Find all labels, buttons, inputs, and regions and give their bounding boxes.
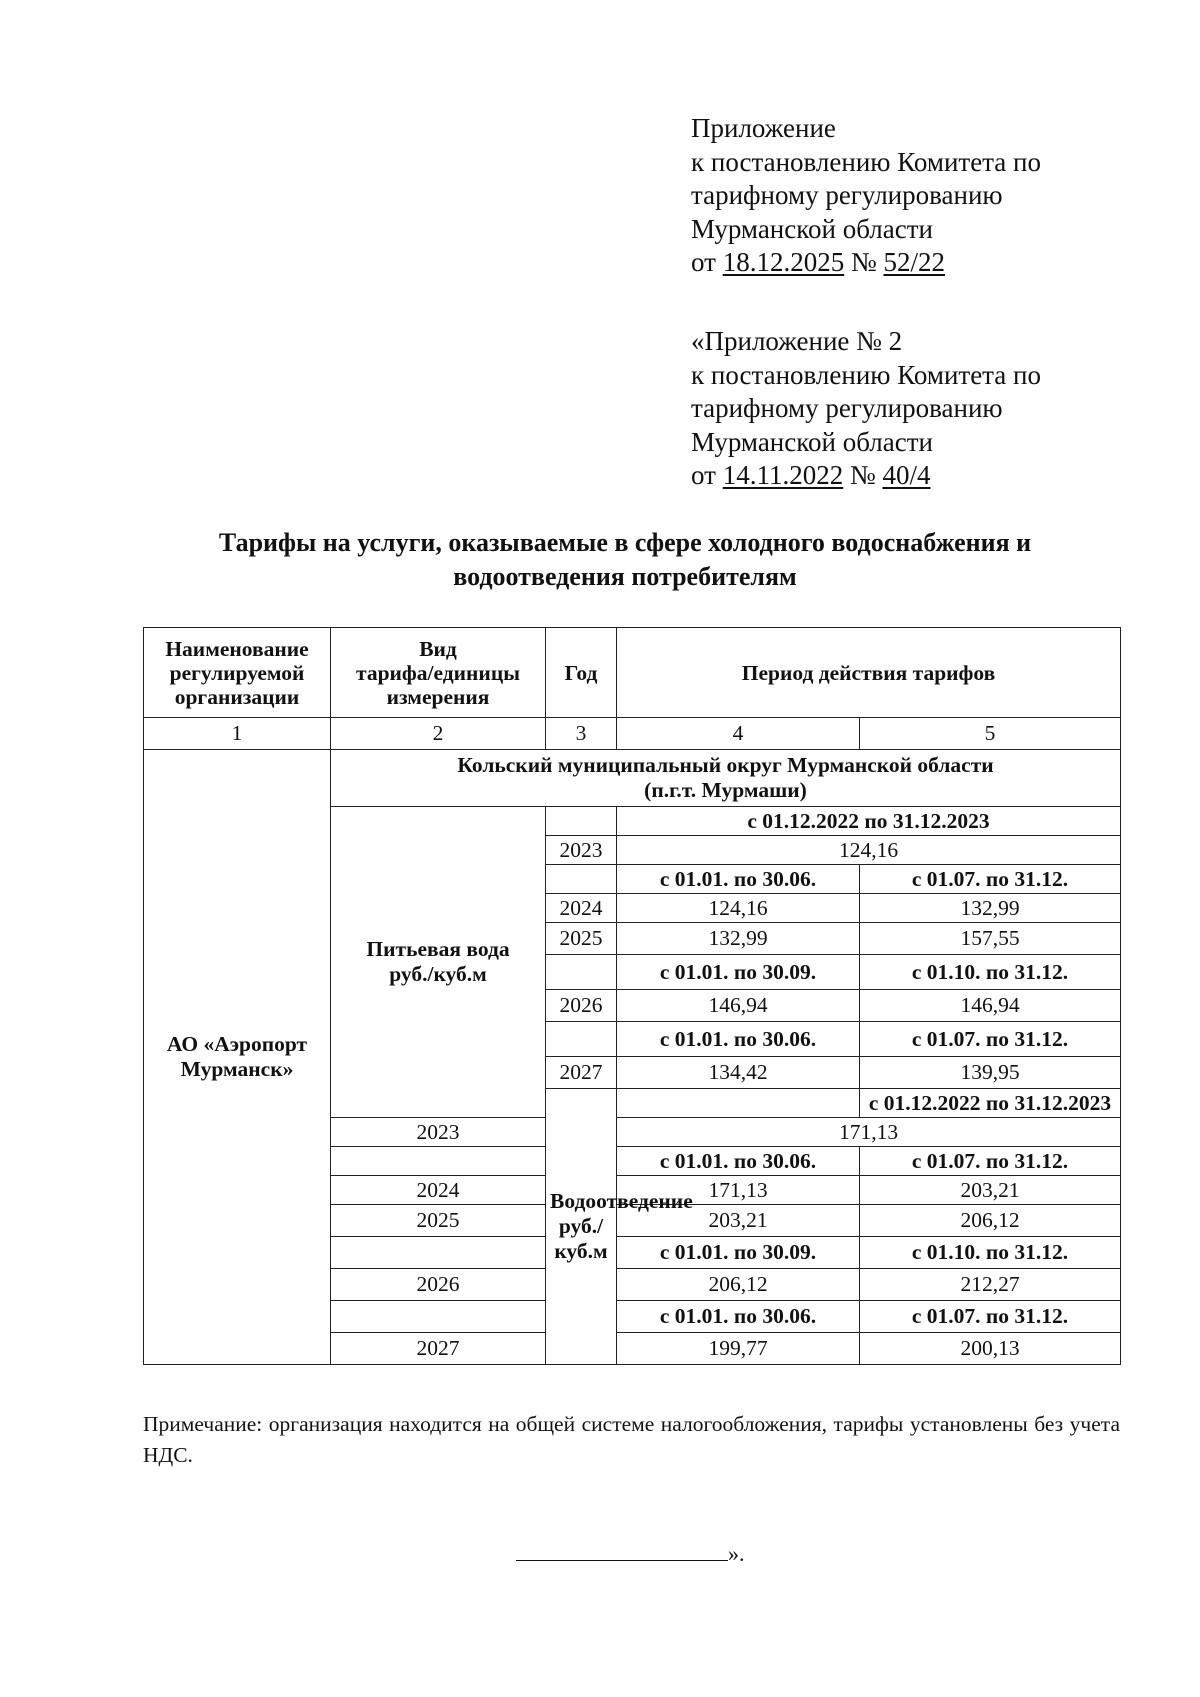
signature-line [516, 1540, 728, 1561]
tariff-table [143, 627, 1121, 1365]
document-title [130, 526, 1120, 594]
tariff-value: 124,16 [617, 836, 1121, 865]
appendix-number: 52/22 [883, 247, 945, 277]
tariff-value: 139,95 [860, 1057, 1121, 1089]
period-label: с 01.07. по 31.12. [860, 1147, 1121, 1176]
table-header-row [144, 628, 1121, 718]
tariff-value: 157,55 [860, 923, 1121, 955]
column-number-row [144, 718, 1121, 750]
column-number: 1 [144, 718, 331, 750]
year-cell [617, 1089, 860, 1118]
year-cell [546, 807, 617, 836]
appendix-line: тарифному регулированию [691, 393, 1003, 423]
appendix-date-line [691, 459, 1161, 493]
organization-name: АО «Аэропорт Мурманск» [144, 750, 331, 1365]
column-number: 4 [617, 718, 860, 750]
year-cell: 2023 [331, 1118, 546, 1147]
year-cell: 2027 [546, 1057, 617, 1089]
year-cell [546, 865, 617, 894]
appendix-original-header [691, 325, 1161, 493]
period-label: с 01.01. по 30.06. [617, 865, 860, 894]
service-wastewater: Водоотведение руб./куб.м [546, 1089, 617, 1365]
number-sign: № [849, 460, 876, 490]
tariff-value: 212,27 [860, 1269, 1121, 1301]
appendix-date: 18.12.2025 [722, 247, 845, 277]
closing-mark [516, 1540, 745, 1567]
number-sign: № [850, 247, 877, 277]
period-label: с 01.07. по 31.12. [860, 865, 1121, 894]
tariff-value: 206,12 [617, 1269, 860, 1301]
year-cell: 2027 [331, 1333, 546, 1365]
appendix-current-header [691, 112, 1161, 280]
year-cell: 2026 [546, 990, 617, 1022]
region-name: Кольский муниципальный округ Мурманской области (п.г.т. Мурмаши) [331, 750, 1121, 807]
period-label: с 01.07. по 31.12. [860, 1022, 1121, 1057]
tariff-value: 134,42 [617, 1057, 860, 1089]
period-label: с 01.01. по 30.09. [617, 955, 860, 990]
appendix-date-line [691, 246, 1161, 280]
tariff-value: 171,13 [617, 1176, 860, 1205]
tariff-value: 146,94 [860, 990, 1121, 1022]
appendix-title: Приложение [691, 113, 836, 143]
header-period: Период действия тарифов [617, 628, 1121, 718]
appendix-line: к постановлению Комитета по [691, 359, 1041, 390]
year-cell: 2026 [331, 1269, 546, 1301]
header-org: Наименование регулируемой организации [144, 628, 331, 718]
period-label: с 01.07. по 31.12. [860, 1301, 1121, 1333]
tariff-value: 199,77 [617, 1333, 860, 1365]
header-year: Год [546, 628, 617, 718]
year-cell [331, 1147, 546, 1176]
tariff-value: 146,94 [617, 990, 860, 1022]
tariff-value: 132,99 [860, 894, 1121, 923]
closing-quote: ». [728, 1541, 745, 1566]
year-cell: 2023 [546, 836, 617, 865]
year-cell [546, 1022, 617, 1057]
year-cell [546, 955, 617, 990]
period-label: с 01.12.2022 по 31.12.2023 [860, 1089, 1121, 1118]
year-cell: 2024 [331, 1176, 546, 1205]
period-label: с 01.01. по 30.06. [617, 1147, 860, 1176]
tariff-value: 124,16 [617, 894, 860, 923]
date-prefix: от [691, 247, 716, 277]
column-number: 5 [860, 718, 1121, 750]
period-label: с 01.12.2022 по 31.12.2023 [617, 807, 1121, 836]
period-label: с 01.01. по 30.06. [617, 1022, 860, 1057]
year-cell [331, 1237, 546, 1269]
tariff-value: 171,13 [617, 1118, 1121, 1147]
appendix-title: «Приложение № 2 [691, 326, 903, 356]
period-label: с 01.10. по 31.12. [860, 1237, 1121, 1269]
header-tariff-type: Вид тарифа/единицы измерения [331, 628, 546, 718]
region-row [144, 750, 1121, 807]
tax-note: Примечание: организация находится на общей системе налогообложения, тарифы установлены без учета НДС. [143, 1412, 1120, 1467]
period-label: с 01.10. по 31.12. [860, 955, 1121, 990]
appendix-line: Мурманской области [691, 426, 933, 457]
appendix-line: Мурманской области [691, 213, 933, 244]
period-label: с 01.01. по 30.09. [617, 1237, 860, 1269]
appendix-number: 40/4 [882, 460, 931, 490]
period-label: с 01.01. по 30.06. [617, 1301, 860, 1333]
service-drinking-water: Питьевая вода руб./куб.м [331, 807, 546, 1118]
title-line: водоотведения потребителям [453, 562, 797, 591]
year-cell: 2024 [546, 894, 617, 923]
year-cell [331, 1301, 546, 1333]
date-prefix: от [691, 460, 716, 490]
year-cell: 2025 [331, 1205, 546, 1237]
tariff-value: 206,12 [860, 1205, 1121, 1237]
column-number: 3 [546, 718, 617, 750]
tariff-value: 200,13 [860, 1333, 1121, 1365]
tariff-value: 132,99 [617, 923, 860, 955]
tariff-value: 203,21 [617, 1205, 860, 1237]
appendix-date: 14.11.2022 [722, 460, 844, 490]
column-number: 2 [331, 718, 546, 750]
tariff-value: 203,21 [860, 1176, 1121, 1205]
title-line: Тарифы на услуги, оказываемые в сфере холодного водоснабжения и [218, 528, 1032, 557]
year-cell: 2025 [546, 923, 617, 955]
appendix-line: тарифному регулированию [691, 180, 1003, 210]
appendix-line: к постановлению Комитета по [691, 146, 1041, 177]
